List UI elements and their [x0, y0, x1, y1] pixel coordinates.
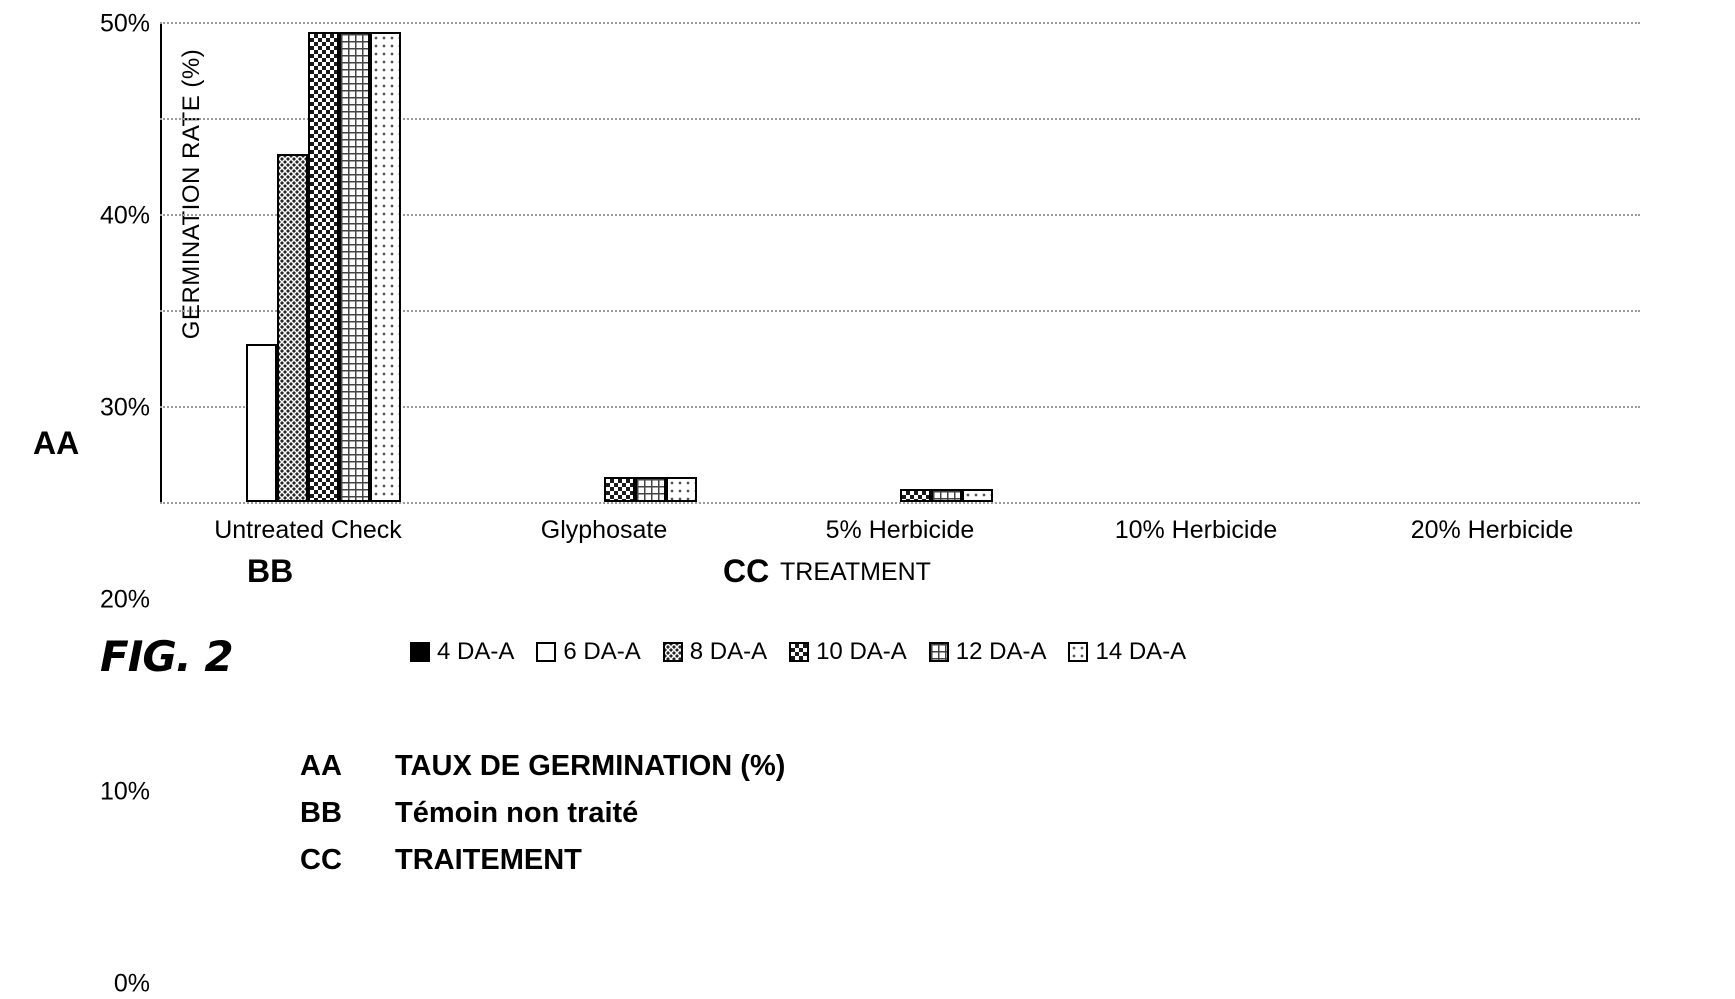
legend-swatch [929, 642, 949, 662]
y-axis-tick-label: 20% [99, 585, 150, 614]
bar [604, 477, 635, 502]
translation-key [300, 750, 785, 891]
x-axis-category-label: Untreated Check [214, 516, 402, 544]
y-axis-tick-label: 40% [99, 201, 150, 230]
legend-label: 14 DA-A [1095, 638, 1187, 665]
bars [752, 22, 1048, 502]
bar-groups [160, 22, 1640, 544]
bar [931, 489, 962, 502]
bars [456, 22, 752, 502]
legend-item [410, 638, 514, 666]
key-code: AA [300, 750, 342, 782]
legend-swatch [1068, 642, 1088, 662]
legend-item [663, 638, 767, 666]
annotation-cc: CC [723, 553, 770, 589]
y-axis-title: GERMINATION RATE (%) [178, 48, 205, 340]
annotation-aa: AA [33, 425, 80, 461]
bar [308, 32, 339, 502]
legend-label: 10 DA-A [816, 638, 907, 665]
legend-swatch [663, 642, 683, 662]
y-axis-tick-label: 30% [99, 393, 150, 422]
y-axis-tick-label: 50% [99, 9, 150, 38]
legend-item [536, 638, 640, 666]
key-text: Témoin non traité [395, 797, 639, 829]
bar [277, 154, 308, 502]
bar [635, 477, 666, 502]
bar-group [160, 22, 456, 544]
bar-group [1048, 22, 1344, 544]
bar-group [752, 22, 1048, 544]
bar [666, 477, 697, 502]
key-text: TRAITEMENT [395, 844, 582, 876]
figure-label: FIG. 2 [100, 632, 233, 681]
legend-swatch [410, 642, 430, 662]
bar [339, 32, 370, 502]
legend-item [789, 638, 907, 666]
legend-label: 12 DA-A [955, 638, 1047, 665]
key-code: CC [300, 844, 342, 876]
legend-item [929, 638, 1047, 666]
y-axis-tick-label: 0% [113, 969, 150, 998]
x-axis-category-label: 5% Herbicide [825, 516, 975, 544]
key-row [300, 797, 785, 830]
key-row [300, 750, 785, 783]
key-row [300, 844, 785, 877]
y-axis-tick-label: 10% [99, 777, 150, 806]
legend-label: 8 DA-A [689, 638, 768, 665]
bar [370, 32, 401, 502]
bar-group [456, 22, 752, 544]
bars [160, 22, 456, 502]
key-code: BB [300, 797, 342, 829]
bar [246, 344, 277, 502]
bar [962, 489, 993, 502]
legend-label: 6 DA-A [563, 638, 641, 665]
x-axis-category-label: Glyphosate [540, 516, 668, 544]
x-axis-title: TREATMENT [780, 558, 931, 586]
legend-swatch [536, 642, 556, 662]
bars [1048, 22, 1344, 502]
key-text: TAUX DE GERMINATION (%) [395, 750, 786, 782]
bar-group [1344, 22, 1640, 544]
x-axis-category-label: 10% Herbicide [1114, 516, 1278, 544]
legend-label: 4 DA-A [437, 638, 515, 665]
bars [1344, 22, 1640, 502]
legend-swatch [789, 642, 809, 662]
legend-item [1068, 638, 1186, 666]
annotation-bb: BB [247, 553, 294, 589]
x-axis-category-label: 20% Herbicide [1410, 516, 1574, 544]
bar [900, 489, 931, 502]
chart-legend [410, 638, 1186, 666]
